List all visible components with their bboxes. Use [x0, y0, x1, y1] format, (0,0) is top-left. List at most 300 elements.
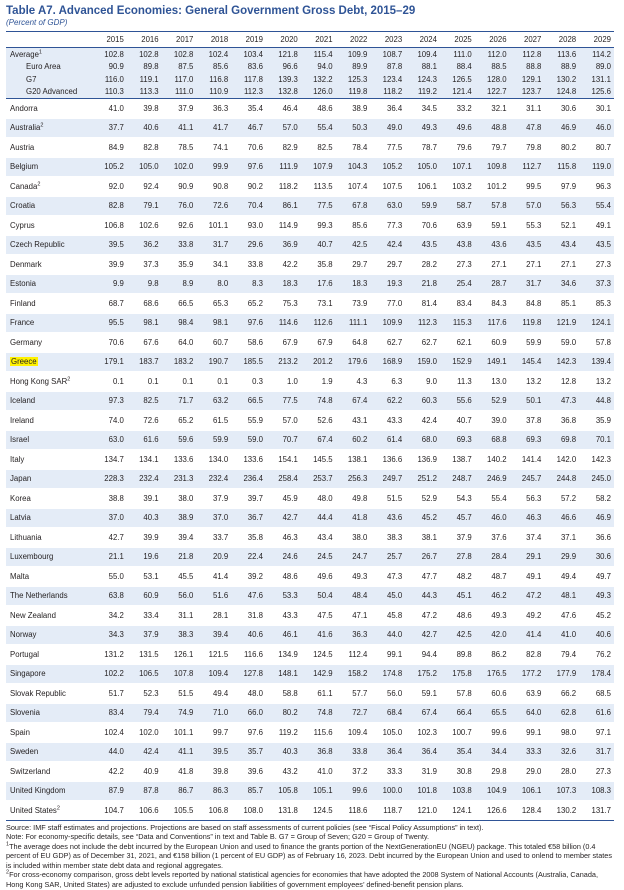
value-cell: 37.4: [510, 528, 545, 548]
value-cell: 105.2: [92, 157, 127, 177]
value-cell: 116.6: [231, 645, 266, 665]
row-label-text: Switzerland: [10, 766, 51, 776]
row-label: [6, 352, 92, 372]
value-cell: 41.0: [301, 762, 336, 782]
value-cell: 94.0: [301, 61, 336, 74]
footnote-marker: 2: [56, 805, 60, 812]
value-cell: 67.8: [336, 196, 371, 216]
value-cell: 39.5: [196, 742, 231, 762]
value-cell: 87.9: [92, 781, 127, 801]
value-cell: 25.4: [440, 274, 475, 294]
value-cell: 50.3: [336, 118, 371, 138]
value-cell: 136.6: [370, 450, 405, 470]
row-label: [6, 216, 92, 236]
country-row: [6, 157, 614, 177]
value-cell: 40.3: [266, 742, 301, 762]
value-cell: 77.5: [301, 196, 336, 216]
row-label: [6, 48, 92, 61]
value-cell: 46.9: [544, 118, 579, 138]
value-cell: 105.8: [266, 781, 301, 801]
value-cell: 45.0: [370, 586, 405, 606]
value-cell: 87.8: [370, 61, 405, 74]
value-cell: 22.4: [231, 547, 266, 567]
value-cell: 213.2: [266, 352, 301, 372]
value-cell: 12.8: [544, 372, 579, 392]
value-cell: 46.6: [544, 508, 579, 528]
value-cell: 37.9: [127, 625, 162, 645]
value-cell: 104.3: [336, 157, 371, 177]
value-cell: 48.6: [266, 567, 301, 587]
value-cell: 74.0: [92, 411, 127, 431]
value-cell: 115.8: [544, 157, 579, 177]
country-row: [6, 177, 614, 197]
value-cell: 39.8: [127, 99, 162, 119]
value-cell: 9.9: [92, 274, 127, 294]
value-cell: 63.8: [92, 586, 127, 606]
value-cell: 131.1: [579, 73, 614, 86]
row-label-text: Norway: [10, 630, 37, 640]
value-cell: 49.3: [475, 606, 510, 626]
row-label: [6, 99, 92, 119]
value-cell: 175.8: [440, 664, 475, 684]
value-cell: 63.2: [196, 391, 231, 411]
value-cell: 8.9: [162, 274, 197, 294]
value-cell: 124.5: [301, 645, 336, 665]
value-cell: 112.4: [336, 645, 371, 665]
value-cell: 100.7: [440, 723, 475, 743]
value-cell: 51.6: [196, 586, 231, 606]
value-cell: 27.1: [475, 255, 510, 275]
value-cell: 134.0: [196, 450, 231, 470]
row-label: [6, 781, 92, 801]
value-cell: 64.0: [510, 703, 545, 723]
value-cell: 136.9: [405, 450, 440, 470]
value-cell: 108.0: [231, 801, 266, 821]
value-cell: 111.9: [266, 157, 301, 177]
value-cell: 88.4: [440, 61, 475, 74]
value-cell: 111.1: [336, 313, 371, 333]
value-cell: 105.0: [127, 157, 162, 177]
value-cell: 124.8: [544, 86, 579, 99]
value-cell: 74.8: [301, 703, 336, 723]
value-cell: 24.5: [301, 547, 336, 567]
value-cell: 152.9: [440, 352, 475, 372]
value-cell: 40.7: [440, 411, 475, 431]
row-label-text: Estonia: [10, 279, 37, 289]
value-cell: 245.0: [579, 469, 614, 489]
value-cell: 41.7: [196, 118, 231, 138]
country-row: [6, 606, 614, 626]
value-cell: 70.6: [405, 216, 440, 236]
value-cell: 49.6: [440, 118, 475, 138]
value-cell: 104.7: [92, 801, 127, 821]
row-label: [6, 138, 92, 158]
value-cell: 37.8: [510, 411, 545, 431]
value-cell: 51.5: [162, 684, 197, 704]
row-label-text: Japan: [10, 474, 32, 484]
value-cell: 48.6: [440, 606, 475, 626]
value-cell: 121.4: [440, 86, 475, 99]
value-cell: 84.8: [510, 294, 545, 314]
value-cell: 61.1: [301, 684, 336, 704]
value-cell: 61.4: [370, 430, 405, 450]
value-cell: 256.3: [336, 469, 371, 489]
value-cell: 119.8: [510, 313, 545, 333]
value-cell: 48.7: [475, 567, 510, 587]
value-cell: 131.8: [266, 801, 301, 821]
value-cell: 58.7: [440, 196, 475, 216]
note-marker: 1: [6, 841, 10, 848]
value-cell: 97.3: [92, 391, 127, 411]
value-cell: 28.7: [475, 274, 510, 294]
row-label-text: United Kingdom: [10, 786, 66, 796]
value-cell: 70.7: [266, 430, 301, 450]
value-cell: 18.3: [266, 274, 301, 294]
value-cell: 56.0: [370, 684, 405, 704]
country-row: [6, 684, 614, 704]
row-label: [6, 157, 92, 177]
value-cell: 9.0: [405, 372, 440, 392]
value-cell: 46.2: [475, 586, 510, 606]
value-cell: 102.4: [92, 723, 127, 743]
value-cell: 43.4: [301, 528, 336, 548]
row-label: [6, 255, 92, 275]
value-cell: 113.5: [301, 177, 336, 197]
value-cell: 35.8: [301, 255, 336, 275]
year-header-2023: 2023: [370, 32, 405, 48]
value-cell: 29.1: [510, 547, 545, 567]
value-cell: 50.4: [301, 586, 336, 606]
value-cell: 48.0: [231, 684, 266, 704]
value-cell: 55.4: [301, 118, 336, 138]
value-cell: 84.9: [92, 138, 127, 158]
value-cell: 36.2: [127, 235, 162, 255]
value-cell: 37.9: [196, 489, 231, 509]
row-label-text: Hong Kong SAR: [10, 376, 68, 386]
value-cell: 30.6: [544, 99, 579, 119]
value-cell: 126.6: [475, 801, 510, 821]
row-label-text: Canada: [10, 181, 38, 191]
value-cell: 82.5: [301, 138, 336, 158]
value-cell: 39.1: [127, 489, 162, 509]
value-cell: 102.2: [92, 664, 127, 684]
value-cell: 44.0: [370, 625, 405, 645]
value-cell: 139.4: [579, 352, 614, 372]
value-cell: 31.8: [231, 606, 266, 626]
year-header-2015: 2015: [92, 32, 127, 48]
value-cell: 85.3: [579, 294, 614, 314]
value-cell: 44.0: [92, 742, 127, 762]
value-cell: 119.0: [579, 157, 614, 177]
value-cell: 80.2: [266, 703, 301, 723]
value-cell: 31.1: [162, 606, 197, 626]
value-cell: 68.7: [92, 294, 127, 314]
value-cell: 236.4: [231, 469, 266, 489]
value-cell: 39.9: [92, 255, 127, 275]
row-label: [6, 391, 92, 411]
value-cell: 107.9: [301, 157, 336, 177]
value-cell: 25.7: [370, 547, 405, 567]
value-cell: 103.8: [440, 781, 475, 801]
year-header-2024: 2024: [405, 32, 440, 48]
value-cell: 0.3: [231, 372, 266, 392]
value-cell: 116.8: [196, 73, 231, 86]
value-cell: 128.0: [475, 73, 510, 86]
row-label-text: Average: [10, 49, 39, 59]
country-row: [6, 196, 614, 216]
row-label-text: G20 Advanced: [26, 87, 78, 97]
value-cell: 154.1: [266, 450, 301, 470]
value-cell: 49.8: [336, 489, 371, 509]
row-label-text: Korea: [10, 493, 31, 503]
value-cell: 112.6: [301, 313, 336, 333]
value-cell: 88.1: [405, 61, 440, 74]
row-label: [6, 177, 92, 197]
value-cell: 43.8: [440, 235, 475, 255]
value-cell: 98.1: [127, 313, 162, 333]
value-cell: 36.9: [266, 235, 301, 255]
value-cell: 99.6: [475, 723, 510, 743]
value-cell: 1.0: [266, 372, 301, 392]
value-cell: 29.7: [336, 255, 371, 275]
value-cell: 36.3: [196, 99, 231, 119]
row-label-text: Finland: [10, 298, 36, 308]
value-cell: 142.0: [544, 450, 579, 470]
value-cell: 251.2: [405, 469, 440, 489]
value-cell: 119.8: [336, 86, 371, 99]
value-cell: 49.3: [336, 567, 371, 587]
year-header-2016: 2016: [127, 32, 162, 48]
table-page: [6, 4, 618, 890]
value-cell: 0.1: [92, 372, 127, 392]
value-cell: 112.0: [475, 48, 510, 61]
value-cell: 63.0: [370, 196, 405, 216]
value-cell: 45.5: [162, 567, 197, 587]
value-cell: 130.2: [544, 801, 579, 821]
note-text: Source: IMF staff estimates and projections. Projections are based on staff assessments of current policies (see “Fiscal Policy Assumptions” in text).: [6, 822, 484, 832]
country-row: [6, 274, 614, 294]
value-cell: 31.7: [196, 235, 231, 255]
value-cell: 42.2: [266, 255, 301, 275]
value-cell: 0.1: [127, 372, 162, 392]
value-cell: 109.4: [405, 48, 440, 61]
value-cell: 57.0: [510, 196, 545, 216]
value-cell: 124.1: [440, 801, 475, 821]
value-cell: 142.9: [301, 664, 336, 684]
value-cell: 60.3: [405, 391, 440, 411]
value-cell: 48.4: [336, 586, 371, 606]
value-cell: 27.3: [579, 255, 614, 275]
value-cell: 245.7: [510, 469, 545, 489]
value-cell: 47.5: [301, 606, 336, 626]
value-cell: 98.0: [544, 723, 579, 743]
value-cell: 97.6: [231, 723, 266, 743]
table-note: [6, 823, 614, 833]
value-cell: 36.4: [370, 742, 405, 762]
row-label: [6, 684, 92, 704]
row-label: [6, 664, 92, 684]
value-cell: 37.9: [162, 99, 197, 119]
value-cell: 72.7: [336, 703, 371, 723]
value-cell: 47.8: [510, 118, 545, 138]
value-cell: 30.6: [579, 547, 614, 567]
value-cell: 102.6: [127, 216, 162, 236]
country-row: [6, 567, 614, 587]
value-cell: 82.8: [510, 645, 545, 665]
value-cell: 174.8: [370, 664, 405, 684]
row-label: [6, 606, 92, 626]
value-cell: 39.0: [475, 411, 510, 431]
value-cell: 34.6: [544, 274, 579, 294]
value-cell: 63.9: [440, 216, 475, 236]
country-row: [6, 118, 614, 138]
value-cell: 121.9: [544, 313, 579, 333]
value-cell: 13.2: [579, 372, 614, 392]
value-cell: 37.0: [92, 508, 127, 528]
value-cell: 57.2: [544, 489, 579, 509]
value-cell: 51.7: [92, 684, 127, 704]
row-label: [6, 703, 92, 723]
value-cell: 99.1: [370, 645, 405, 665]
value-cell: 66.0: [231, 703, 266, 723]
value-cell: 32.1: [475, 99, 510, 119]
value-cell: 37.7: [92, 118, 127, 138]
value-cell: 59.6: [162, 430, 197, 450]
value-cell: 6.3: [370, 372, 405, 392]
note-marker: 2: [6, 870, 10, 877]
value-cell: 145.4: [510, 352, 545, 372]
value-cell: 168.9: [370, 352, 405, 372]
value-cell: 33.8: [336, 742, 371, 762]
value-cell: 41.8: [336, 508, 371, 528]
value-cell: 59.9: [510, 333, 545, 353]
value-cell: 69.3: [510, 430, 545, 450]
value-cell: 43.4: [544, 235, 579, 255]
value-cell: 39.4: [162, 528, 197, 548]
value-cell: 123.7: [510, 86, 545, 99]
value-cell: 30.1: [579, 99, 614, 119]
value-cell: 244.8: [544, 469, 579, 489]
value-cell: 59.0: [231, 430, 266, 450]
value-cell: 246.9: [475, 469, 510, 489]
value-cell: 41.0: [92, 99, 127, 119]
table-title: Table A7. Advanced Economies: General Government Gross Debt, 2015–29: [6, 5, 416, 17]
value-cell: 43.6: [370, 508, 405, 528]
value-cell: 90.2: [231, 177, 266, 197]
value-cell: 73.1: [301, 294, 336, 314]
note-text: The average does not include the debt incurred by the European Union and used to finance the grants portion of the NextGenerationEU (NGEU) package. This totaled €58 billion (0.4 percent of EU GDP) as of December 31, 2021, and €158 billion (1 percent of EU GDP) as of February 16, 2023. Debt incurred by the European Union and used to onlend to member states is included within member state debt data and regional aggregates.: [6, 841, 612, 870]
value-cell: 118.2: [370, 86, 405, 99]
row-label-text: Andorra: [10, 103, 38, 113]
value-cell: 79.8: [510, 138, 545, 158]
value-cell: 31.7: [510, 274, 545, 294]
value-cell: 149.1: [475, 352, 510, 372]
value-cell: 86.7: [162, 781, 197, 801]
row-label-text: Portugal: [10, 649, 40, 659]
value-cell: 118.6: [336, 801, 371, 821]
value-cell: 64.8: [336, 333, 371, 353]
value-cell: 65.5: [475, 703, 510, 723]
value-cell: 27.3: [440, 255, 475, 275]
value-cell: 68.8: [475, 430, 510, 450]
country-row: [6, 99, 614, 119]
value-cell: 38.3: [162, 625, 197, 645]
value-cell: 59.9: [196, 430, 231, 450]
value-cell: 102.4: [196, 48, 231, 61]
country-row: [6, 294, 614, 314]
country-row: [6, 255, 614, 275]
note-text: For cross-economy comparison, gross debt levels reported by national statistical agencies for economies that have adopted the 2008 System of National Accounts (Australia, Canada, Hong Kong SAR, United States) are adjusted to exclude unfunded pension liabilities of government employees’ defined-benefit pension plans.: [6, 870, 598, 890]
value-cell: 21.8: [162, 547, 197, 567]
value-cell: 125.6: [579, 86, 614, 99]
value-cell: 79.7: [475, 138, 510, 158]
value-cell: 27.3: [579, 762, 614, 782]
value-cell: 20.9: [196, 547, 231, 567]
year-header-2028: 2028: [544, 32, 579, 48]
value-cell: 92.6: [162, 216, 197, 236]
value-cell: 87.8: [127, 781, 162, 801]
value-cell: 119.2: [266, 723, 301, 743]
row-label-text: Austria: [10, 142, 35, 152]
value-cell: 29.7: [370, 255, 405, 275]
value-cell: 42.4: [405, 411, 440, 431]
row-label-text: Spain: [10, 727, 30, 737]
value-cell: 43.5: [405, 235, 440, 255]
value-cell: 39.8: [196, 762, 231, 782]
value-cell: 65.2: [231, 294, 266, 314]
value-cell: 55.9: [231, 411, 266, 431]
country-row: [6, 703, 614, 723]
value-cell: 95.5: [92, 313, 127, 333]
country-row: [6, 489, 614, 509]
value-cell: 29.9: [544, 547, 579, 567]
value-cell: 33.2: [440, 99, 475, 119]
value-cell: 75.3: [266, 294, 301, 314]
value-cell: 48.2: [440, 567, 475, 587]
value-cell: 13.2: [510, 372, 545, 392]
value-cell: 89.8: [440, 645, 475, 665]
value-cell: 62.1: [440, 333, 475, 353]
value-cell: 79.6: [440, 138, 475, 158]
row-label-text: Germany: [10, 337, 43, 347]
country-row: [6, 723, 614, 743]
value-cell: 49.4: [196, 684, 231, 704]
value-cell: 61.5: [196, 411, 231, 431]
value-cell: 31.7: [579, 742, 614, 762]
value-cell: 110.3: [92, 86, 127, 99]
value-cell: 109.9: [336, 48, 371, 61]
country-row: [6, 411, 614, 431]
value-cell: 63.9: [510, 684, 545, 704]
value-cell: 73.9: [336, 294, 371, 314]
row-label-text: Italy: [10, 454, 25, 464]
value-cell: 125.3: [336, 73, 371, 86]
value-cell: 102.0: [162, 157, 197, 177]
value-cell: 55.4: [475, 489, 510, 509]
value-cell: 131.7: [579, 801, 614, 821]
value-cell: 46.9: [579, 508, 614, 528]
value-cell: 113.6: [544, 48, 579, 61]
value-cell: 42.7: [405, 625, 440, 645]
value-cell: 134.7: [92, 450, 127, 470]
value-cell: 46.3: [266, 528, 301, 548]
value-cell: 114.9: [266, 216, 301, 236]
row-label-text: Sweden: [10, 747, 39, 757]
value-cell: 41.6: [301, 625, 336, 645]
value-cell: 57.8: [475, 196, 510, 216]
value-cell: 102.0: [127, 723, 162, 743]
value-cell: 77.5: [266, 391, 301, 411]
